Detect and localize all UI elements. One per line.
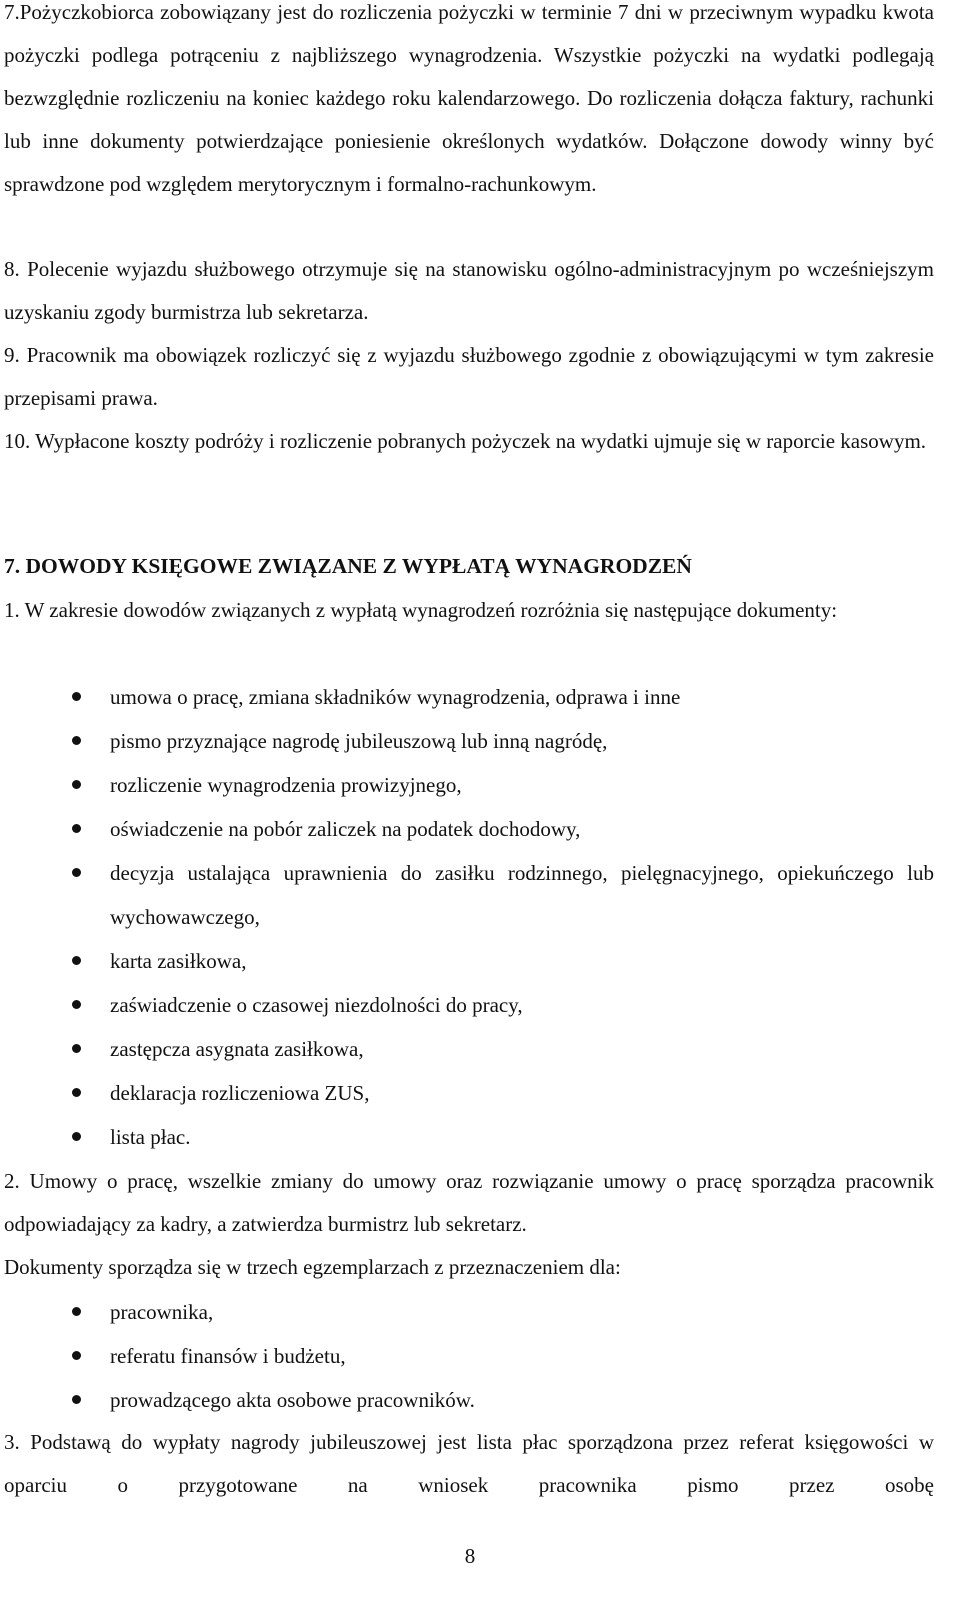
list-item: umowa o pracę, zmiana składników wynagrodzenia, odprawa i inne bbox=[0, 675, 940, 719]
list-item: deklaracja rozliczeniowa ZUS, bbox=[0, 1071, 940, 1115]
bullet-icon bbox=[72, 824, 81, 833]
bullet-icon bbox=[72, 1000, 81, 1009]
section-item-2: 2. Umowy o pracę, wszelkie zmiany do umowy oraz rozwiązanie umowy o pracę sporządza pracownik odpowiadający za kadry, a zatwierdza burmistrz lub sekretarz. bbox=[4, 1169, 934, 1236]
list-item: referatu finansów i budżetu, bbox=[0, 1334, 940, 1378]
bullet-icon bbox=[72, 1132, 81, 1141]
list-item: karta zasiłkowa, bbox=[0, 939, 940, 983]
paragraph-8: 8. Polecenie wyjazdu służbowego otrzymuje się na stanowisku ogólno-administracyjnym po wcześniejszym uzyskaniu zgody burmistrza lub sekretarza. bbox=[4, 257, 934, 324]
bullet-icon bbox=[72, 956, 81, 965]
bullet-icon bbox=[72, 1395, 81, 1404]
bullet-icon bbox=[72, 1307, 81, 1316]
bullet-icon bbox=[72, 1044, 81, 1053]
documents-list bbox=[0, 675, 940, 1159]
page-number: 8 bbox=[464, 1544, 476, 1568]
bullet-icon bbox=[72, 1351, 81, 1360]
list-item: oświadczenie na pobór zaliczek na podatek dochodowy, bbox=[0, 807, 940, 851]
list-item: prowadzącego akta osobowe pracowników. bbox=[0, 1378, 940, 1422]
section-heading: 7. DOWODY KSIĘGOWE ZWIĄZANE Z WYPŁATĄ WYNAGRODZEŃ bbox=[4, 554, 692, 578]
list-item: decyzja ustalająca uprawnienia do zasiłku rodzinnego, pielęgnacyjnego, opiekuńczego lub wychowawczego, bbox=[0, 851, 940, 939]
bullet-icon bbox=[72, 736, 81, 745]
bullet-icon bbox=[72, 692, 81, 701]
paragraph-10: 10. Wypłacone koszty podróży i rozliczenie pobranych pożyczek na wydatki ujmuje się w raporcie kasowym. bbox=[4, 429, 927, 453]
list-item: rozliczenie wynagrodzenia prowizyjnego, bbox=[0, 763, 940, 807]
paragraph-7: 7.Pożyczkobiorca zobowiązany jest do rozliczenia pożyczki w terminie 7 dni w przeciwnym wypadku kwota pożyczki podlega potrąceniu z najbliższego wynagrodzenia. Wszystkie pożyczki na wydatki podlegają bezwzględnie rozliczeniu na koniec każdego roku kalendarzowego. Do rozliczenia dołącza faktury, rachunki lub inne dokumenty potwierdzające poniesienie określonych wydatków. Dołączone dowody winny być sprawdzone pod względem merytorycznym i formalno-rachunkowym. bbox=[4, 0, 934, 196]
list-item: lista płac. bbox=[0, 1115, 940, 1159]
list-item: zaświadczenie o czasowej niezdolności do pracy, bbox=[0, 983, 940, 1027]
section-item-3: 3. Podstawą do wypłaty nagrody jubileuszowej jest lista płac sporządzona przez referat księgowości w oparciu o przygotowane na wniosek pracownika pismo przez osobę bbox=[4, 1430, 934, 1497]
copies-intro: Dokumenty sporządza się w trzech egzemplarzach z przeznaczeniem dla: bbox=[4, 1255, 621, 1279]
bullet-icon bbox=[72, 868, 81, 877]
list-item: pismo przyznające nagrodę jubileuszową lub inną nagródę, bbox=[0, 719, 940, 763]
section-item-1-intro: 1. W zakresie dowodów związanych z wypłatą wynagrodzeń rozróżnia się następujące dokumenty: bbox=[4, 598, 838, 622]
list-item: zastępcza asygnata zasiłkowa, bbox=[0, 1027, 940, 1071]
bullet-icon bbox=[72, 780, 81, 789]
copies-list bbox=[0, 1290, 940, 1422]
list-item: pracownika, bbox=[0, 1290, 940, 1334]
bullet-icon bbox=[72, 1088, 81, 1097]
paragraph-9: 9. Pracownik ma obowiązek rozliczyć się z wyjazdu służbowego zgodnie z obowiązującymi w tym zakresie przepisami prawa. bbox=[4, 343, 934, 410]
